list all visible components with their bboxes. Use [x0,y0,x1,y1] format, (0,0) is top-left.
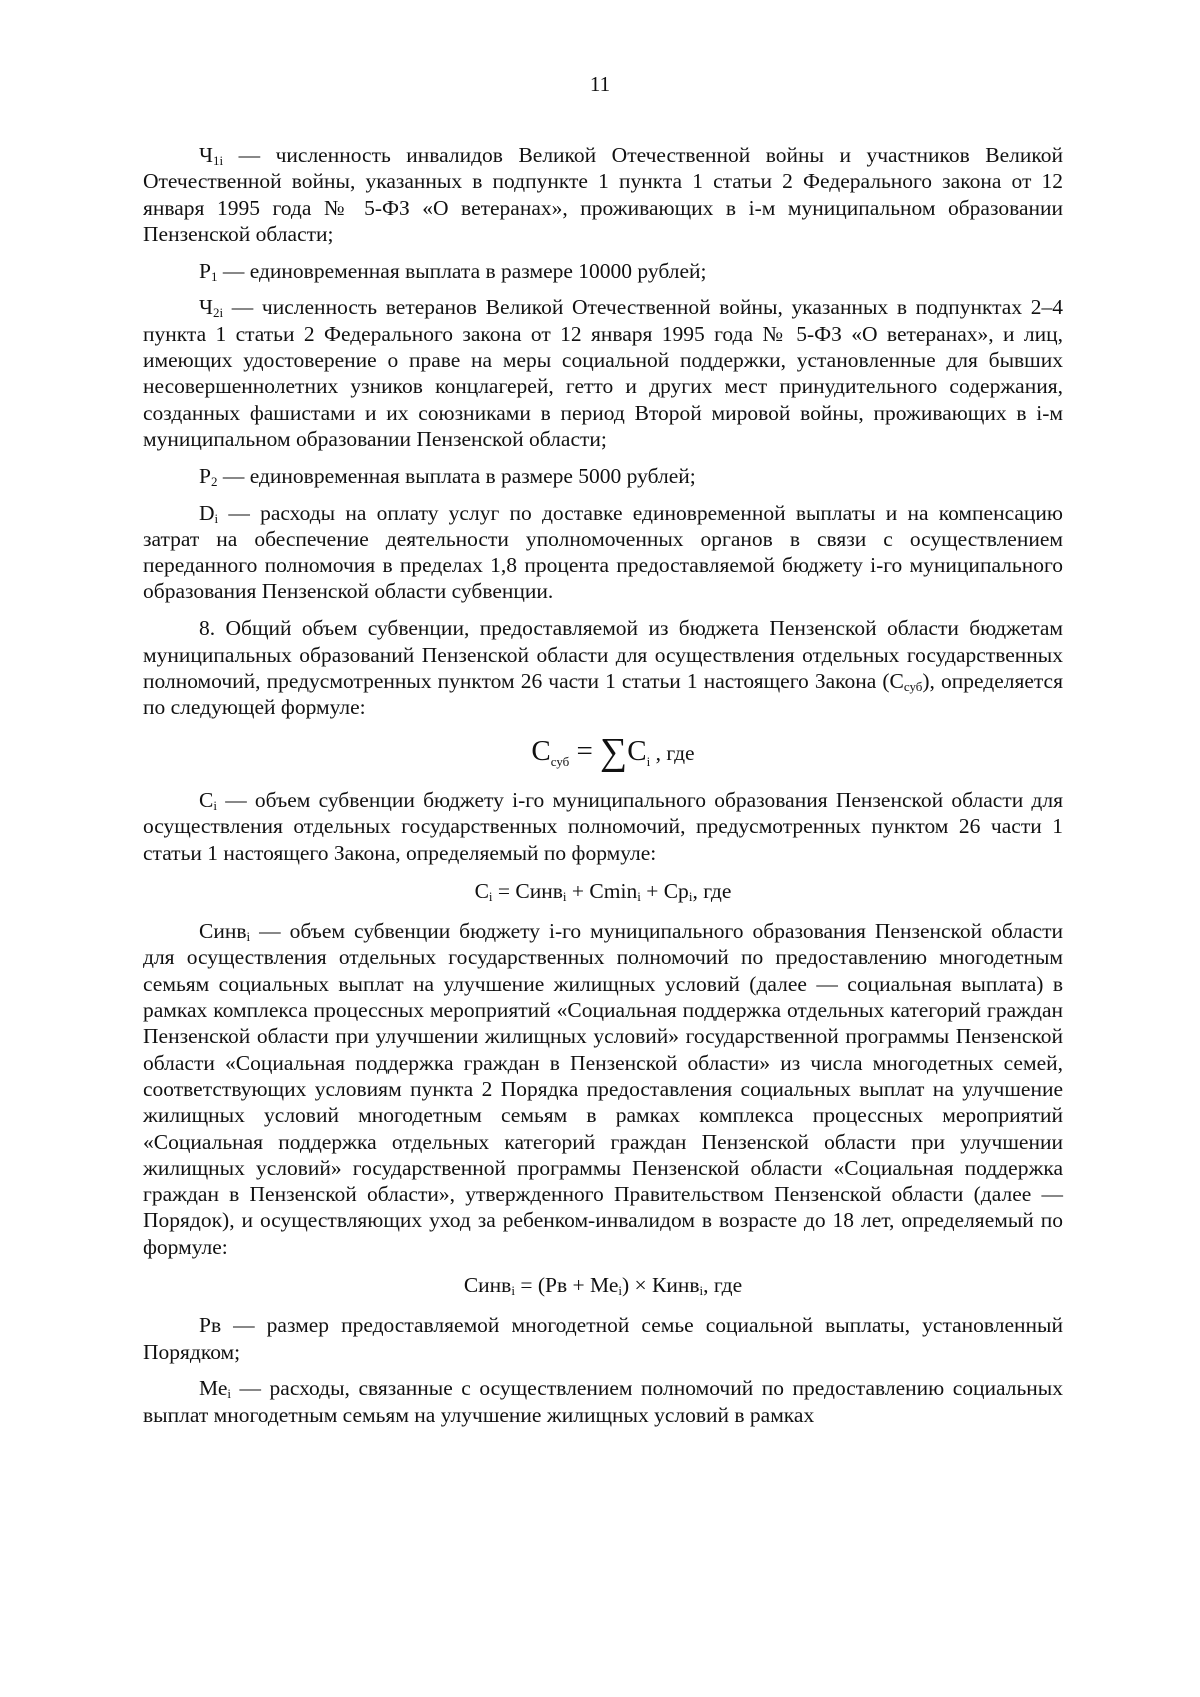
formula-sinv: Синв$_i$ = $(Рв + Ме_i)$ × Кинв$_i$, где [463,1272,743,1298]
paragraph-me: $Ме_i$ — расходы, связанные с осуществлением полномочий по предоставлению социальных выплат многодетным семьям на улучшение жилищных условий в рамках [143,1376,1063,1427]
paragraph-ci: $С_i$ — объем субвенции бюджету i-го муниципального образования Пензенской области для осуществления отдельных государственных полномочий, предусмотренных пунктом 26 части 1 статьи 1 настоящего Закона, определяемый по формуле: [143,787,1063,865]
paragraph-ch2: $Ч_{2i}$ — численность ветеранов Великой Отечественной войны, указанных в подпунктах 2–4 пункта 1 статьи 2 Федерального закона от 12 января 1995 года № 5-ФЗ «О ветеранах», и лиц, имеющих удостоверение о праве на меры социальной поддержки, установленные для бывших несовершеннолетних узников концлагерей, гетто и других мест принудительного содержания, созданных фашистами и их союзниками в период Второй мировой войны, проживающих в i-м муниципальном образовании Пензенской области; [143,295,1063,451]
paragraph-sinv: Синв$_i$ — объем субвенции бюджету i-го муниципального образования Пензенской области для осуществления отдельных государственных полномочий по предоставлению многодетным семьям социальных выплат на улучшение жилищных условий (далее — социальная выплата) в рамках комплекса процессных мероприятий «Социальная поддержка отдельных категорий граждан Пензенской области при улучшении жилищных условий» государственной программы Пензенской области «Социальная поддержка граждан в Пензенской области» из числа многодетных семей, соответствующих условиям пункта 2 Порядка предоставления социальных выплат на улучшение жилищных условий многодетным семьям в рамках комплекса процессных мероприятий «Социальная поддержка отдельных категорий граждан Пензенской области при улучшении жилищных условий» государственной программы Пензенской области «Социальная поддержка граждан в Пензенской области», утвержденного Правительством Пензенской области (далее — Порядок), и осуществляющих уход за ребенком-инвалидом в возрасте до 18 лет, определяемый по формуле: [143,919,1063,1259]
paragraph-p2: $Р_2$ — единовременная выплата в размере 5000 рублей; [199,463,696,489]
paragraph-d: $D_i$ — расходы на оплату услуг по доставке единовременной выплаты и на компенсацию затрат на обеспечение деятельности уполномоченных органов в связи с осуществлением переданного полномочия в пределах 1,8 процента предоставляемой бюджету i-го муниципального образования Пензенской области субвенции. [143,500,1063,604]
paragraph-ch1: $Ч_{1i}$ — численность инвалидов Великой Отечественной войны и участников Великой Отечественной войны, указанных в подпункте 1 пункта 1 статьи 2 Федерального закона от 12 января 1995 года № 5-ФЗ «О ветеранах», проживающих в i-м муниципальном образовании Пензенской области; [143,143,1063,246]
paragraph-8: 8. Общий объем субвенции, предоставляемой из бюджета Пензенской области бюджетам муниципальных образований Пензенской области для осуществления отдельных государственных полномочий, предусмотренных пунктом 26 части 1 статьи 1 настоящего Закона $(С_{суб})$, определяется по следующей формуле: [143,616,1063,720]
paragraph-p1: $Р_1$ — единовременная выплата в размере 10000 рублей; [199,258,707,284]
document-body [143,142,1063,1438]
formula-total-subvention: $С_{суб} = \sum С_i$ , где [531,730,695,773]
page-number: 11 [589,72,611,96]
formula-ci: $С_i$ = Синв$_i$ + $С\min_i + Ср_i$, где [474,878,732,904]
paragraph-rv: Рв — размер предоставляемой многодетной семье социальной выплаты, установленный Порядком; [143,1313,1063,1364]
